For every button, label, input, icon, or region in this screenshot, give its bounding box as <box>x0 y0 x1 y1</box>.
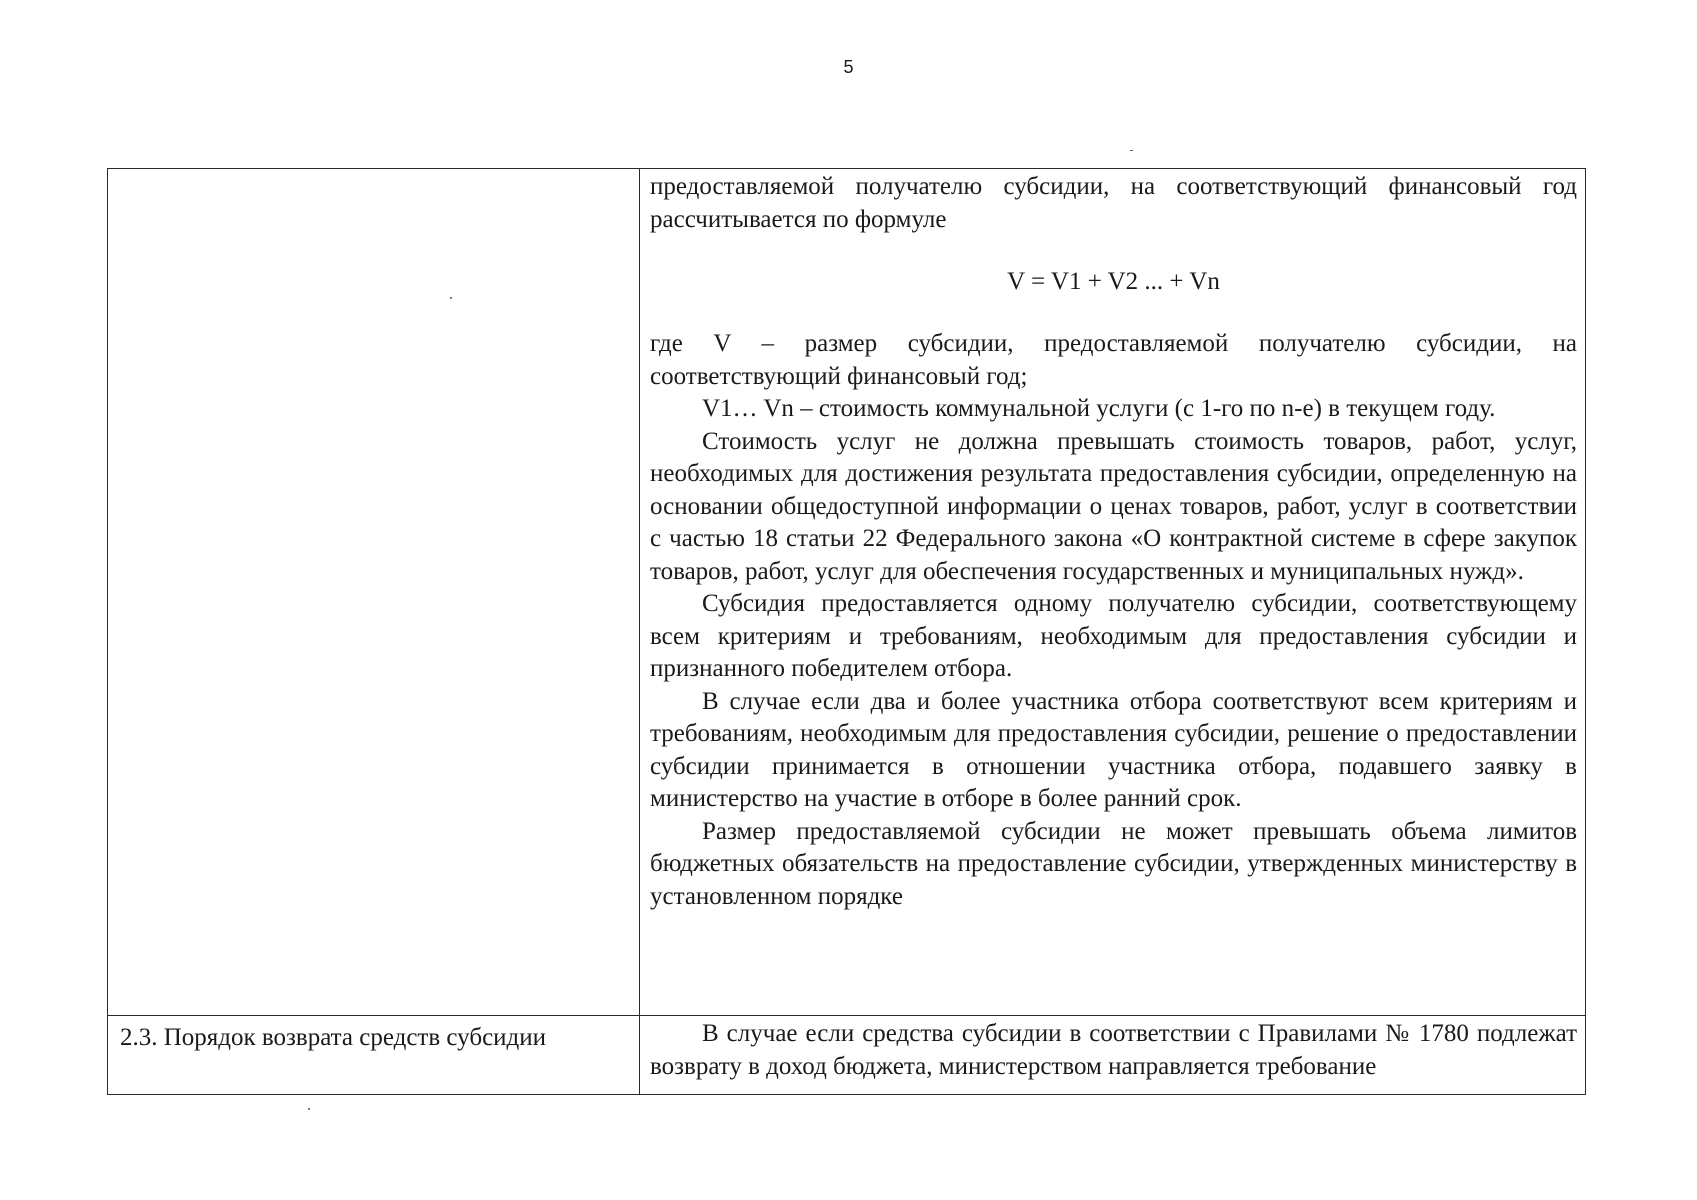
scan-speck <box>450 297 452 299</box>
section-heading-cell <box>108 1016 640 1095</box>
refund-procedure-paragraph: В случае если средства субсидии в соответствии с Правилами № 1780 подлежат возврату в доход бюджета, министерством направляется требование <box>650 1020 1577 1080</box>
services-cost-paragraph: Стоимость услуг не должна превышать стоимость товаров, работ, услуг, необходимых для достижения результата предоставления субсидии, определенную на основании общедоступной информации о ценах товаров, работ, услуг в соответствии с частью 18 статьи 22 Федерального закона «О контрактной системе в сфере закупок товаров, работ, услуг для обеспечения государственных и муниципальных нужд». <box>650 427 1577 585</box>
section-heading: 2.3. Порядок возврата средств субсидии <box>120 1024 547 1051</box>
table-row <box>108 1016 1586 1095</box>
formula-explanation-vn: V1… Vn – стоимость коммунальной услуги (с 1-го по n-е) в текущем году. <box>702 395 1496 422</box>
formula-explanation-v: где V – размер субсидии, предоставляемой получателю субсидии, на соответствующий финансовый год; <box>650 330 1577 390</box>
scan-speck <box>1130 150 1133 151</box>
subsidy-formula: V = V1 + V2 ... + Vn <box>1007 268 1220 295</box>
page-number: 5 <box>843 57 854 77</box>
table-cell-right <box>640 1016 1586 1095</box>
formula-intro-text: предоставляемой получателю субсидии, на соответствующий финансовый год рассчитывается по формуле <box>650 173 1577 233</box>
table-cell-left <box>108 169 640 1016</box>
document-table <box>107 168 1586 1095</box>
multiple-participants-paragraph: В случае если два и более участника отбора соответствуют всем критериям и требованиям, необходимым для предоставления субсидии, решение о предоставлении субсидии принимается в отношении участника отбора, подавшего заявку в министерство на участие в отборе в более ранний срок. <box>650 687 1577 812</box>
scan-speck <box>308 1108 310 1110</box>
table-cell-right <box>640 169 1586 1016</box>
table-row <box>108 169 1586 1016</box>
single-recipient-paragraph: Субсидия предоставляется одному получателю субсидии, соответствующему всем критериям и требованиям, необходимым для предоставления субсидии и признанного победителем отбора. <box>650 590 1577 682</box>
subsidy-limit-paragraph: Размер предоставляемой субсидии не может превышать объема лимитов бюджетных обязательств на предоставление субсидии, утвержденных министерству в установленном порядке <box>650 817 1577 910</box>
